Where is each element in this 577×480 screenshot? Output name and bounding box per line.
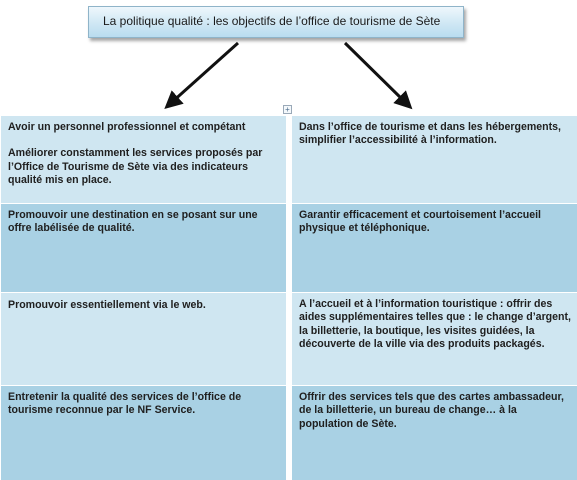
left-cell-1-text-1: Avoir un personnel professionnel et compétant [8,121,246,133]
left-column [0,115,287,479]
right-cell-2 [292,204,577,293]
left-cell-2-text: Promouvoir une destination en se posant sur une offre labélisée de qualité. [8,209,258,235]
left-cell-4-text: Entretenir la qualité des services de l’office de tourisme reconnue par le NF Service. [8,391,242,417]
left-cell-1 [1,116,286,204]
right-column [291,115,577,479]
right-cell-3 [292,293,577,386]
right-cell-1-text: Dans l’office de tourisme et dans les hébergements, simplifier l’accessibilité à l’information. [299,121,561,147]
right-arrow [345,43,406,103]
right-cell-3-text: A l’accueil et à l’information touristique : offrir des aides supplémentaires telles que : le change d’argent, la billetterie, la boutique, les visites guidées, la découverte de la ville via des produits packagés. [299,298,571,351]
right-cell-1 [292,116,577,204]
left-cell-1-text-2: Améliorer constamment les services proposés par l’Office de Tourisme de Sète via des indicateurs qualité mis en place. [8,147,263,187]
left-cell-3 [1,293,286,386]
left-arrow [171,43,238,103]
left-cell-3-text: Promouvoir essentiellement via le web. [8,299,206,311]
left-cell-2 [1,204,286,293]
arrows [0,0,577,120]
table-move-handle-icon[interactable]: + [283,105,292,114]
right-cell-2-text: Garantir efficacement et courtoisement l’accueil physique et téléphonique. [299,209,541,235]
title-text: La politique qualité : les objectifs de l’office de tourisme de Sète [103,14,441,28]
right-cell-4-text: Offrir des services tels que des cartes ambassadeur, de la billetterie, un bureau de change… à la population de Sète. [299,391,564,430]
right-cell-4 [292,386,577,480]
left-cell-4 [1,386,286,480]
